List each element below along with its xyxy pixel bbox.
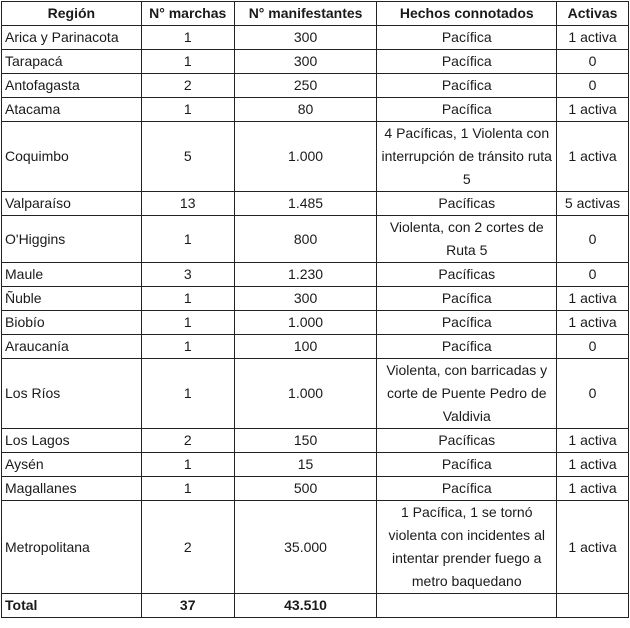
cell-hechos: Pacífica [377, 74, 557, 98]
cell-manifestantes: 15 [234, 453, 377, 477]
table-row [2, 74, 629, 98]
cell-hechos: Pacíficas [377, 429, 557, 453]
total-hechos [377, 594, 557, 618]
cell-manifestantes: 1.000 [234, 122, 377, 192]
cell-region: Metropolitana [2, 501, 142, 594]
cell-activas: 0 [557, 216, 629, 263]
cell-hechos: Violenta, con barricadas y corte de Puente Pedro de Valdivia [377, 359, 557, 429]
cell-manifestantes: 500 [234, 477, 377, 501]
cell-manifestantes: 1.230 [234, 263, 377, 287]
table-row [2, 192, 629, 216]
cell-marchas: 3 [141, 263, 234, 287]
table-row [2, 216, 629, 263]
cell-activas: 1 activa [557, 26, 629, 50]
cell-activas: 1 activa [557, 453, 629, 477]
cell-region: Araucanía [2, 335, 142, 359]
total-label: Total [2, 594, 142, 618]
cell-activas: 1 activa [557, 429, 629, 453]
cell-manifestantes: 150 [234, 429, 377, 453]
cell-manifestantes: 300 [234, 26, 377, 50]
table-row [2, 287, 629, 311]
header-region: Región [2, 2, 142, 26]
cell-region: Maule [2, 263, 142, 287]
cell-region: Valparaíso [2, 192, 142, 216]
header-row [2, 2, 629, 26]
cell-activas: 1 activa [557, 287, 629, 311]
cell-region: O'Higgins [2, 216, 142, 263]
cell-activas: 1 activa [557, 122, 629, 192]
table-row [2, 429, 629, 453]
cell-activas: 1 activa [557, 501, 629, 594]
cell-hechos: Pacíficas [377, 263, 557, 287]
protest-summary-table [1, 1, 629, 618]
cell-manifestantes: 1.485 [234, 192, 377, 216]
cell-marchas: 1 [141, 311, 234, 335]
cell-activas: 1 activa [557, 98, 629, 122]
table-row [2, 453, 629, 477]
table-row [2, 122, 629, 192]
cell-manifestantes: 35.000 [234, 501, 377, 594]
cell-manifestantes: 300 [234, 287, 377, 311]
cell-hechos: Pacífica [377, 335, 557, 359]
cell-marchas: 2 [141, 501, 234, 594]
cell-hechos: 1 Pacífica, 1 se tornó violenta con incidentes al intentar prender fuego a metro baquedano [377, 501, 557, 594]
cell-hechos: Pacífica [377, 311, 557, 335]
cell-hechos: Pacíficas [377, 192, 557, 216]
cell-marchas: 1 [141, 335, 234, 359]
cell-region: Magallanes [2, 477, 142, 501]
cell-marchas: 1 [141, 359, 234, 429]
cell-region: Tarapacá [2, 50, 142, 74]
header-manifestantes: N° manifestantes [234, 2, 377, 26]
cell-region: Coquimbo [2, 122, 142, 192]
cell-manifestantes: 300 [234, 50, 377, 74]
cell-marchas: 1 [141, 287, 234, 311]
header-marchas: N° marchas [141, 2, 234, 26]
cell-marchas: 13 [141, 192, 234, 216]
cell-region: Biobío [2, 311, 142, 335]
table-row [2, 311, 629, 335]
cell-hechos: Pacífica [377, 50, 557, 74]
total-activas [557, 594, 629, 618]
cell-region: Los Ríos [2, 359, 142, 429]
cell-marchas: 1 [141, 477, 234, 501]
cell-marchas: 1 [141, 26, 234, 50]
cell-activas: 1 activa [557, 311, 629, 335]
header-activas: Activas [557, 2, 629, 26]
cell-activas: 5 activas [557, 192, 629, 216]
total-marchas: 37 [141, 594, 234, 618]
cell-manifestantes: 250 [234, 74, 377, 98]
cell-marchas: 1 [141, 50, 234, 74]
cell-marchas: 2 [141, 429, 234, 453]
cell-region: Atacama [2, 98, 142, 122]
table-row [2, 98, 629, 122]
table-row [2, 50, 629, 74]
cell-activas: 0 [557, 263, 629, 287]
total-row [2, 594, 629, 618]
cell-manifestantes: 800 [234, 216, 377, 263]
cell-hechos: Pacífica [377, 453, 557, 477]
cell-manifestantes: 80 [234, 98, 377, 122]
header-hechos: Hechos connotados [377, 2, 557, 26]
total-manifestantes: 43.510 [234, 594, 377, 618]
cell-hechos: Violenta, con 2 cortes de Ruta 5 [377, 216, 557, 263]
cell-hechos: Pacífica [377, 477, 557, 501]
cell-region: Antofagasta [2, 74, 142, 98]
cell-manifestantes: 1.000 [234, 311, 377, 335]
cell-activas: 0 [557, 335, 629, 359]
cell-marchas: 1 [141, 216, 234, 263]
cell-hechos: Pacífica [377, 287, 557, 311]
cell-marchas: 1 [141, 98, 234, 122]
table-row [2, 477, 629, 501]
cell-hechos: 4 Pacíficas, 1 Violenta con interrupción de tránsito ruta 5 [377, 122, 557, 192]
cell-marchas: 2 [141, 74, 234, 98]
cell-manifestantes: 100 [234, 335, 377, 359]
cell-activas: 1 activa [557, 477, 629, 501]
cell-activas: 0 [557, 74, 629, 98]
cell-activas: 0 [557, 359, 629, 429]
cell-region: Aysén [2, 453, 142, 477]
cell-hechos: Pacífica [377, 26, 557, 50]
cell-region: Los Lagos [2, 429, 142, 453]
cell-marchas: 5 [141, 122, 234, 192]
table-row [2, 359, 629, 429]
cell-hechos: Pacífica [377, 98, 557, 122]
table-row [2, 501, 629, 594]
table-row [2, 263, 629, 287]
table-row [2, 26, 629, 50]
cell-marchas: 1 [141, 453, 234, 477]
cell-region: Arica y Parinacota [2, 26, 142, 50]
table-row [2, 335, 629, 359]
cell-manifestantes: 1.000 [234, 359, 377, 429]
cell-region: Ñuble [2, 287, 142, 311]
cell-activas: 0 [557, 50, 629, 74]
